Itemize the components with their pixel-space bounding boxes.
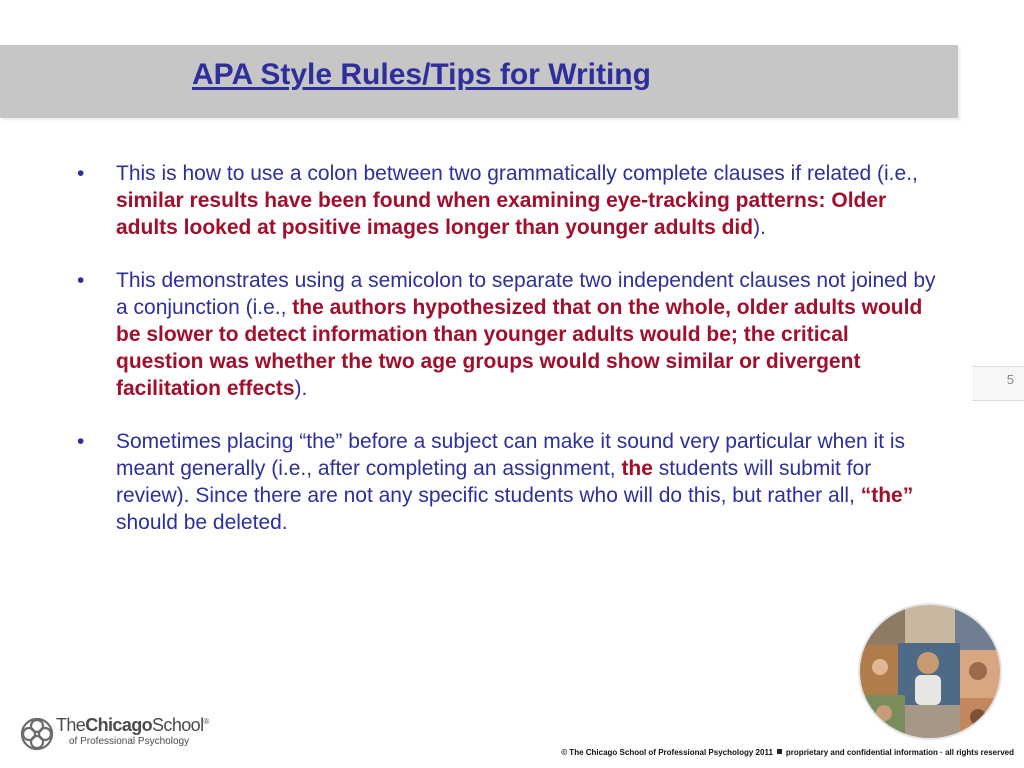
bullet-text: This is how to use a colon between two grammatically complete clauses if related (i.e., (116, 162, 918, 185)
logo-word-school: School (152, 715, 204, 735)
logo-word-the: The (56, 715, 86, 735)
bullet-text-mid: students will submit for review). Since there are not any specific students who will do this, but rather all, (116, 457, 872, 507)
logo-subtitle: of Professional Psychology (69, 736, 190, 747)
bullet-text-end: ). (294, 377, 308, 400)
footer-confidential-text: proprietary and confidential information (785, 748, 938, 757)
logo-knot-icon (20, 716, 54, 752)
logo-word-chicago: Chicago (85, 715, 153, 735)
bullet-article-the (77, 428, 939, 536)
bullet-text: This demonstrates using a semicolon to separate two independent clauses not joined by a conjunction (i.e., (116, 269, 936, 319)
page-number-box (972, 366, 1024, 401)
bullet-semicolon (77, 267, 939, 402)
footer-separator-dot: · (940, 748, 943, 757)
bullet-text: Sometimes placing “the” before a subject can make it sound very particular when it is meant generally (i.e., after completing an assignment, (116, 430, 906, 480)
bullet-emphasis: similar results have been found when examining eye-tracking patterns: Older adults looked at positive images longer than younger adults did (116, 189, 887, 239)
bullet-marker: • (77, 269, 85, 292)
bullet-text-end: ). (753, 216, 766, 239)
bullet-emphasis: the authors hypothesized that on the whole, older adults would be slower to detect information than younger adults would be; the critical question was whether the two age groups would show similar or divergent facilitation effects (116, 296, 923, 400)
photo-collage-icon (860, 605, 1000, 738)
chicago-school-logo (20, 714, 220, 754)
footer-rights-text: all rights reserved (945, 748, 1014, 757)
photo-collage-image (858, 603, 1002, 740)
logo-wordmark (56, 715, 209, 736)
bullet-colon (77, 160, 939, 241)
bullet-marker: • (77, 162, 85, 185)
page-number: 5 (1006, 372, 1014, 387)
footer-copyright-text: © The Chicago School of Professional Psychology 2011 (561, 748, 773, 757)
bullet-emphasis: the (621, 457, 653, 480)
footer-copyright (561, 748, 1014, 757)
bullet-text-end: should be deleted. (116, 511, 288, 534)
slide-title: APA Style Rules/Tips for Writing (192, 58, 651, 91)
bullet-emphasis-2: “the” (860, 484, 914, 507)
slide-body (77, 160, 939, 536)
footer-separator-square (777, 749, 782, 754)
bullet-marker: • (77, 430, 85, 453)
logo-registered: ® (203, 717, 209, 726)
